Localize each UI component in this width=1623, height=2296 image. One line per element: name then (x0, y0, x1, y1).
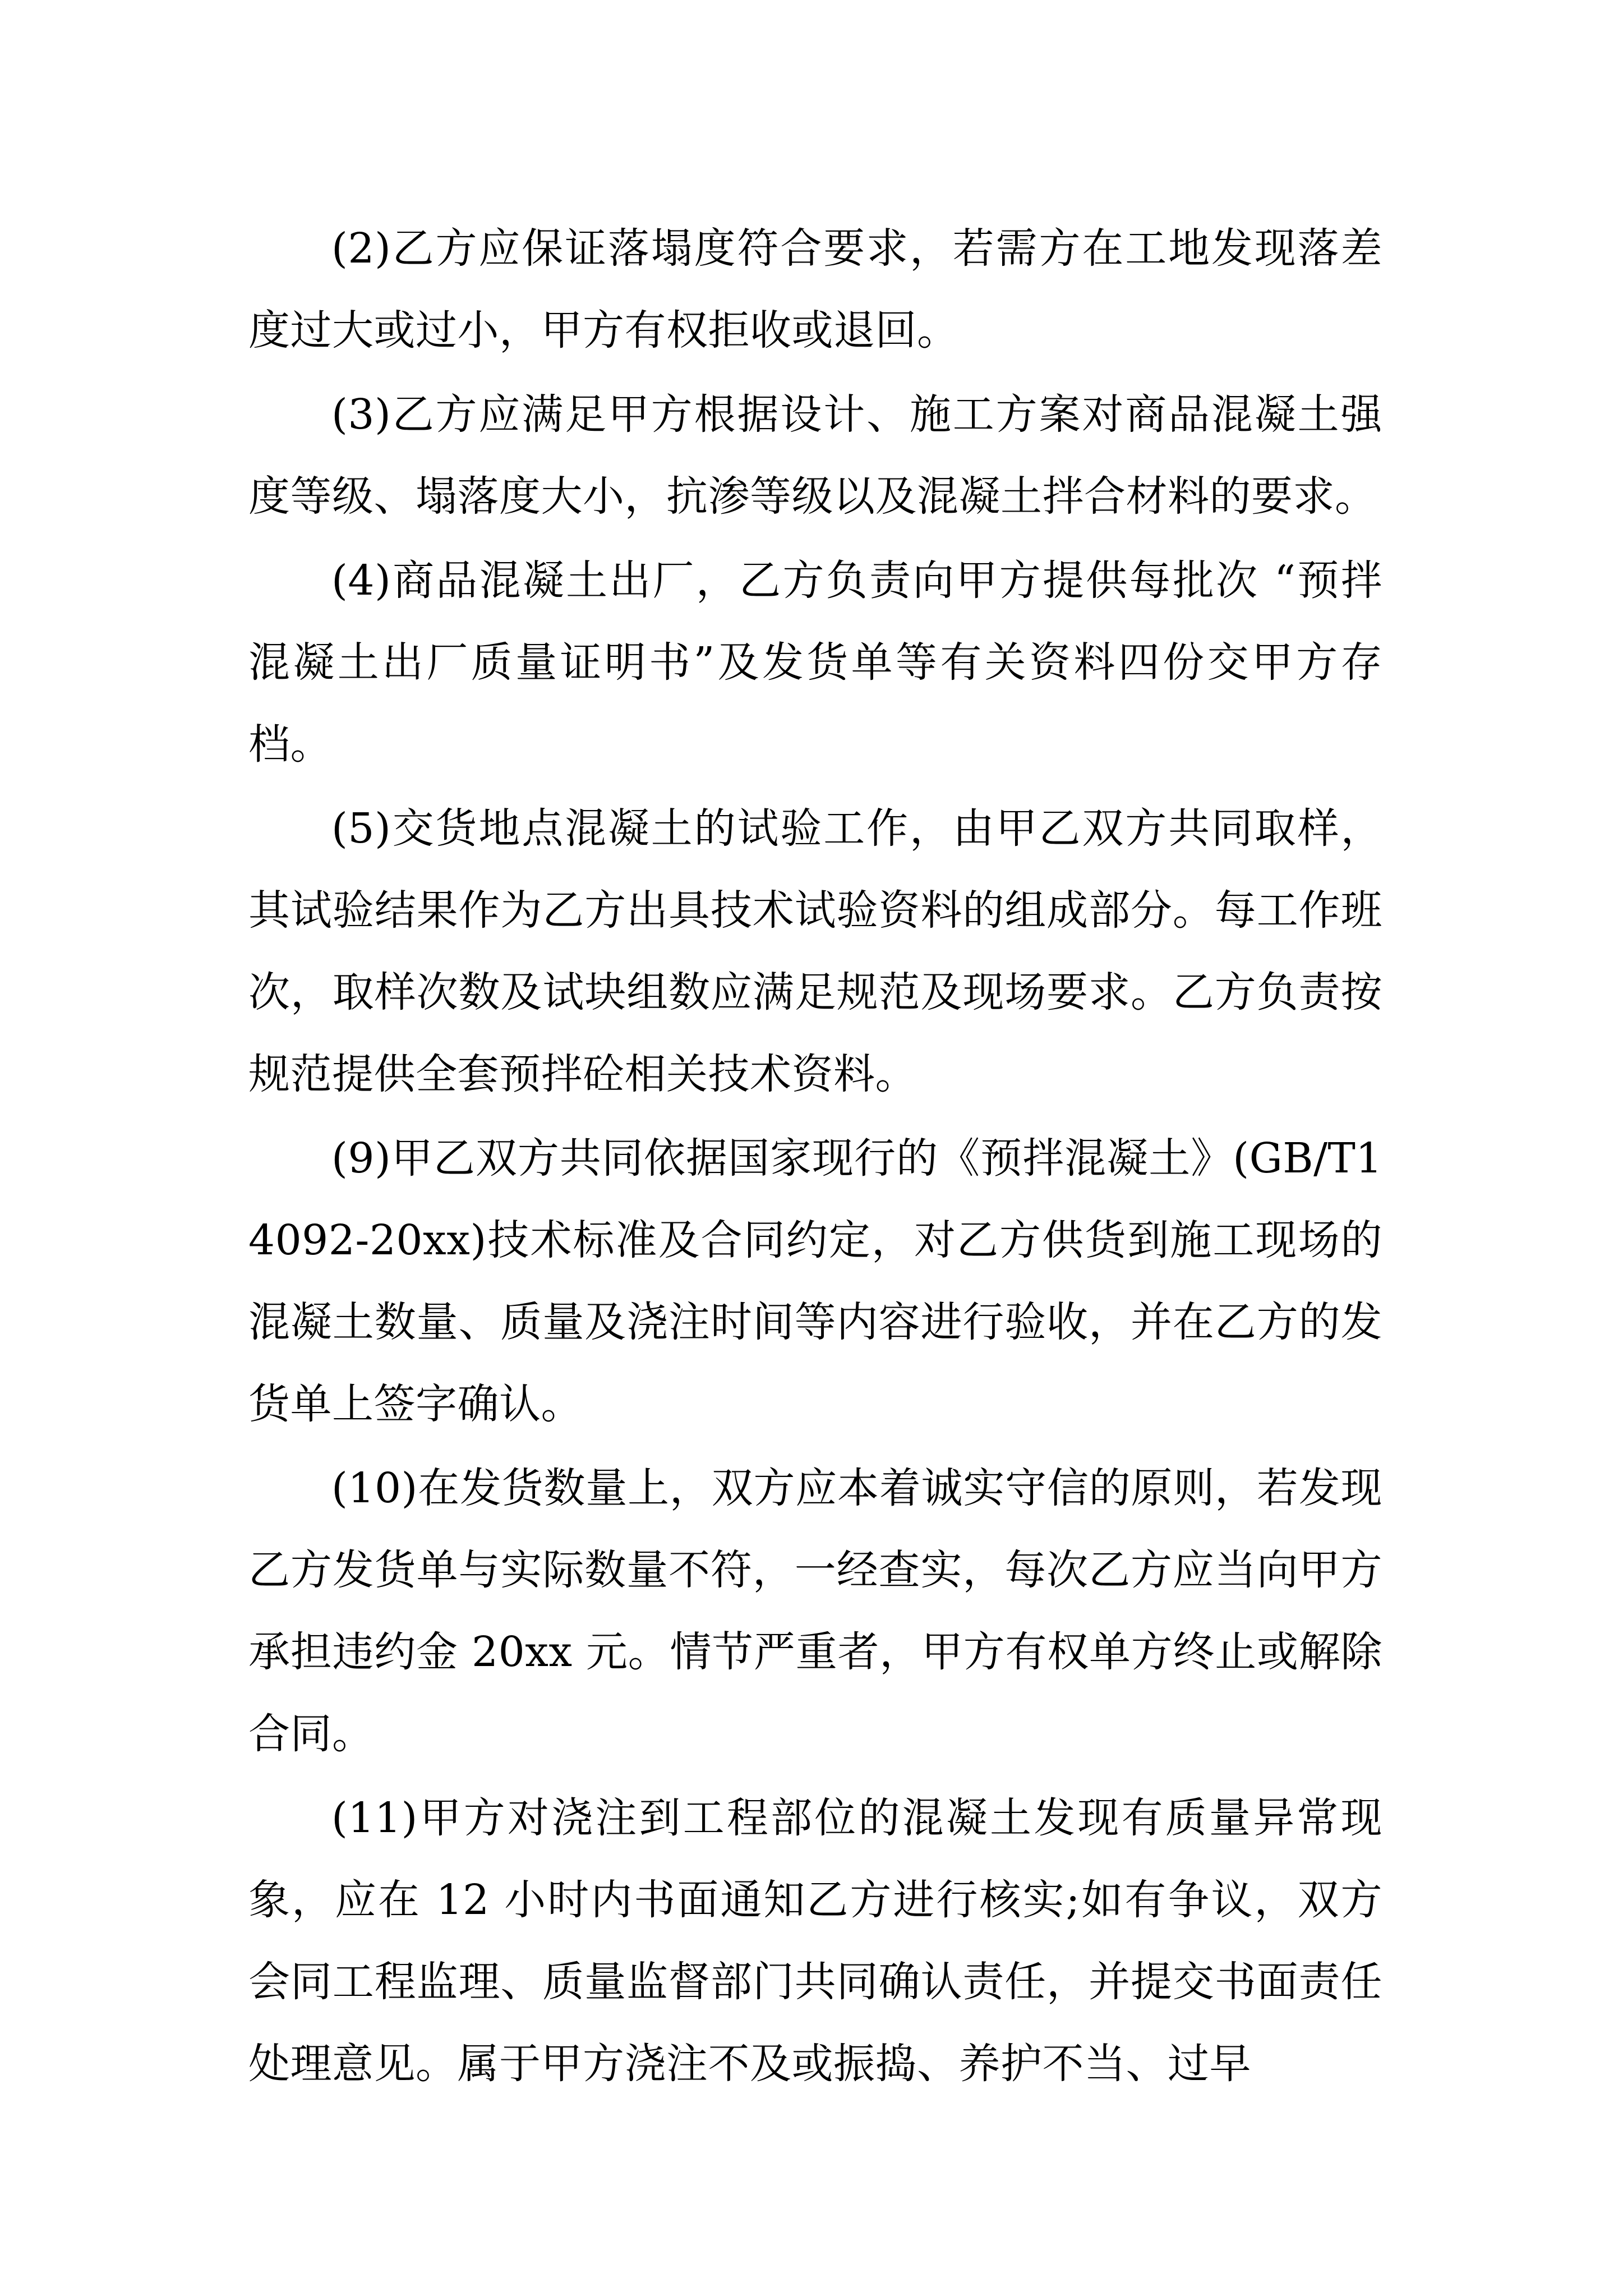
paragraph-item-5: (5)交货地点混凝土的试验工作，由甲乙双方共同取样，其试验结果作为乙方出具技术试验资料的组成部分。每工作班次，取样次数及试块组数应满足规范及现场要求。乙方负责按规范提供全套预拌砼相关技术资料。 (248, 804, 1382, 1098)
paragraph-item-2: (2)乙方应保证落塌度符合要求，若需方在工地发现落差度过大或过小，甲方有权拒收或退回。 (248, 224, 1382, 355)
paragraph-item-4: (4)商品混凝土出厂，乙方负责向甲方提供每批次 “预拌混凝土出厂质量证明书”及发货单等有关资料四份交甲方存档。 (248, 556, 1382, 769)
paragraph-item-9: (9)甲乙双方共同依据国家现行的《预拌混凝土》(GB/T14092-20xx)技术标准及合同约定，对乙方供货到施工现场的混凝土数量、质量及浇注时间等内容进行验收，并在乙方的发货单上签字确认。 (248, 1134, 1382, 1428)
paragraph-item-3: (3)乙方应满足甲方根据设计、施工方案对商品混凝土强度等级、塌落度大小，抗渗等级以及混凝土拌合材料的要求。 (248, 390, 1382, 521)
paragraph-item-10: (10)在发货数量上，双方应本着诚实守信的原则，若发现乙方发货单与实际数量不符，一经查实，每次乙方应当向甲方承担违约金 20xx 元。情节严重者，甲方有权单方终止或解除合同。 (248, 1464, 1382, 1758)
document-body (248, 208, 1382, 2105)
paragraph-item-11: (11)甲方对浇注到工程部位的混凝土发现有质量异常现象，应在 12 小时内书面通知乙方进行核实;如有争议，双方会同工程监理、质量监督部门共同确认责任，并提交书面责任处理意见。属于甲方浇注不及或振捣、养护不当、过早 (248, 1794, 1382, 2088)
